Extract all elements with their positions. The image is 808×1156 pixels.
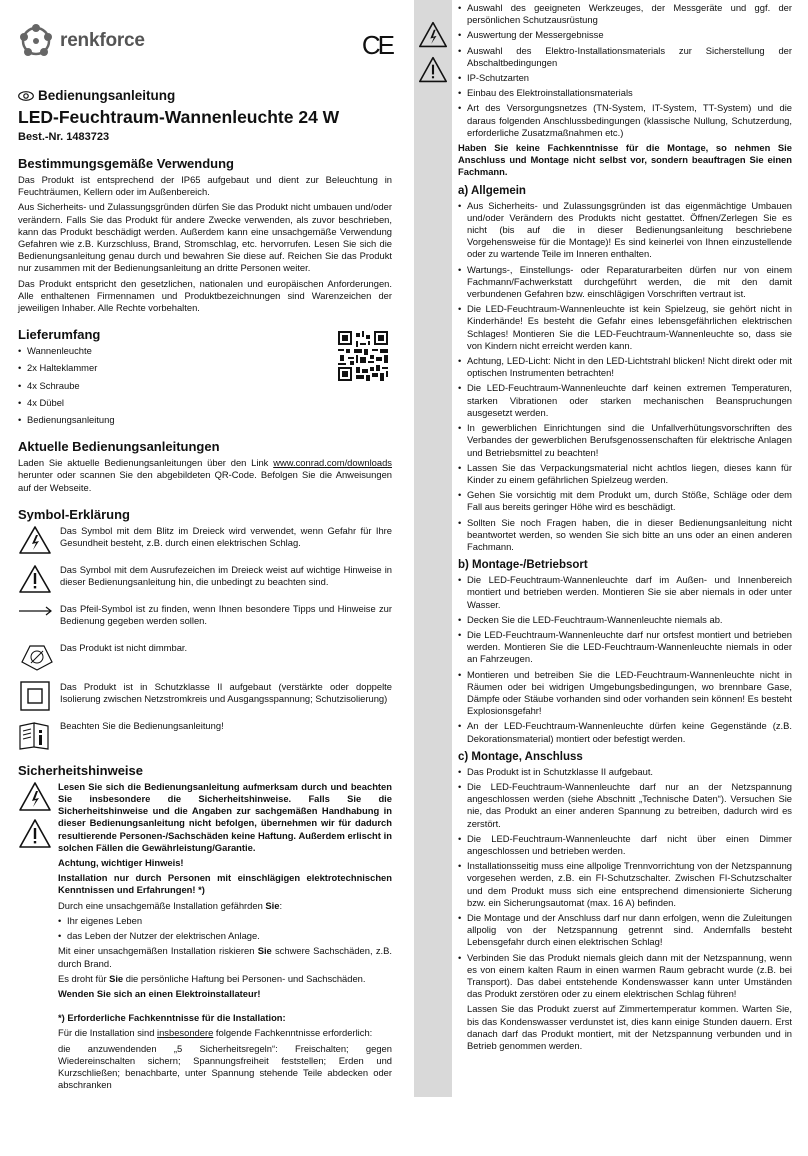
liab-sie: Sie xyxy=(109,972,124,984)
ce-mark: CE xyxy=(361,30,392,60)
scope-section xyxy=(18,327,392,426)
symbol-text: Das Produkt ist in Schutzklasse II aufgebaut (verstärkte oder doppelte Isolierung zwischen Netzstromkreis und Ausgangsspannung; Schutzisolierung) xyxy=(60,680,392,705)
safety-icons xyxy=(18,781,58,1094)
list-item: • Gehen Sie vorsichtig mit dem Produkt um, durch Stöße, Schläge oder dem Fall aus bereits geringer Höhe wird es beschädigt. xyxy=(458,489,792,513)
lightning-triangle-icon xyxy=(18,781,52,813)
warning-sidebar xyxy=(414,0,452,1097)
general-heading: a) Allgemein xyxy=(458,184,526,197)
symbol-row xyxy=(18,525,392,555)
list-item: • Die LED-Feuchtraum-Wannenleuchte darf im Außen- und Innenbereich montiert und betrieben werden. Montieren Sie sie aber niemals in oder unter Wasser. xyxy=(458,574,792,611)
list-item: • Sollten Sie noch Fragen haben, die in dieser Bedienungsanleitung nicht beantwortet werden, so wenden Sie sich bitte an uns oder an einen anderen Fachmann. xyxy=(458,517,792,554)
endanger-post: : xyxy=(279,899,283,911)
list-item: • Die LED-Feuchtraum-Wannenleuchte darf keinen extremen Temperaturen, starken Vibrationen oder starken mechanischen Beanspruchungen ausgesetzt werden. xyxy=(458,382,792,419)
exclamation-triangle-icon xyxy=(418,55,448,85)
list-item: • Art des Versorgungsnetzes (TN-System, IT-System, TT-System) und die daraus folgenden Anschlussbedingungen (klassische Nullung, Schutzerdung, erforderliche Zusatzmaßnahmen etc.) xyxy=(458,102,792,139)
risk-sie: Sie xyxy=(257,945,272,957)
doc-type xyxy=(18,88,392,103)
requirements-text xyxy=(58,1027,392,1039)
risk-pre: Mit einer unsachgemäßen Installation riskieren xyxy=(58,945,258,957)
symbol-text: Das Pfeil-Symbol ist zu finden, wenn Ihnen besondere Tipps und Hinweise zur Bedienung gegeben werden sollen. xyxy=(60,602,392,627)
manuals-text-post: herunter oder scannen Sie den abgebildeten QR-Code. Befolgen Sie die Anweisungen auf der Webseite. xyxy=(18,469,392,493)
liab-post: die persönliche Haftung bei Personen- und Sachschäden. xyxy=(123,972,366,984)
protection-class-ii-icon xyxy=(18,681,58,711)
install-only-note: Installation nur durch Personen mit einschlägigen elektrotechnischen Kenntnissen und Erfahrungen! *) xyxy=(58,872,392,896)
safety-heading: Sicherheitshinweise xyxy=(18,762,143,778)
left-column xyxy=(18,22,392,1094)
req-pre: Für die Installation sind xyxy=(58,1027,158,1039)
endanger-sie: Sie xyxy=(265,899,280,911)
liab-pre: Es droht für xyxy=(58,972,110,984)
arrow-right-icon xyxy=(18,603,58,633)
intended-p3: Das Produkt entspricht den gesetzlichen, nationalen und europäischen Anforderungen. Alle enthaltenen Firmennamen und Produktbezeichnungen sind Warenzeichen der jeweiligen Inhaber. Alle Rechte vorbehalten. xyxy=(18,277,392,314)
list-item: • Achtung, LED-Licht: Nicht in den LED-Lichtstrahl blicken! Nicht direkt oder mit optischen Instrumenten betrachten! xyxy=(458,355,792,379)
page-title: LED-Feuchtraum-Wannenleuchte 24 W xyxy=(18,107,340,127)
list-item: • 4x Schraube xyxy=(18,380,392,392)
list-item: • Auswahl des geeigneten Werkzeuges, der Messgeräte und ggf. der persönlichen Schutzausrüstung xyxy=(458,2,792,26)
list-item: • Wannenleuchte xyxy=(18,345,392,357)
scope-heading: Lieferumfang xyxy=(18,327,101,343)
intended-p1: Das Produkt ist entsprechend der IP65 aufgebaut und dient zur Beleuchtung in Feuchträumen, Kellern oder im Außenbereich. xyxy=(18,174,392,198)
list-item: • An der LED-Feuchtraum-Wannenleuchte dürfen keine Gegenstände (z.B. Dekorationsmaterial) montiert oder befestigt werden. xyxy=(458,720,792,744)
list-item: • Die LED-Feuchtraum-Wannenleuchte darf nur an der Netzspannung angeschlossen werden (siehe Abschnitt „Technische Daten“). Versuchen Sie nie, das Produkt an einer anderen Spannung zu betreiben, dadurch wird es zerstört. xyxy=(458,781,792,830)
req-post: folgende Fachkenntnisse erforderlich: xyxy=(213,1027,373,1039)
list-item: • In gewerblichen Einrichtungen sind die Unfallverhütungsvorschriften des Verbandes der gewerblichen Berufsgenossenschaften für elektrische Anlagen und Betriebsmittel zu beachten! xyxy=(458,422,792,459)
not-dimmable-icon xyxy=(18,642,58,672)
symbol-row xyxy=(18,603,392,633)
req-underline: insbesondere xyxy=(157,1027,214,1039)
liability-text xyxy=(58,973,392,985)
list-item: • Einbau des Elektroinstallationsmaterials xyxy=(458,87,792,99)
list-item: • Ihr eigenes Leben xyxy=(58,915,392,927)
manuals-text-pre: Laden Sie aktuelle Bedienungsanleitungen über den Link xyxy=(18,457,274,469)
mounting-site-heading: b) Montage-/Betriebsort xyxy=(458,559,588,572)
list-item: • Bedienungsanleitung xyxy=(18,414,392,426)
list-item: • Auswertung der Messergebnisse xyxy=(458,29,792,41)
acclimatize-note: Lassen Sie das Produkt zuerst auf Zimmertemperatur kommen. Warten Sie, bis das Kondenswasser verdunstet ist, dies kann einige Stunden dauern. Erst danach darf das Produkt montiert, mit der Netzspannung verbunden und in Betrieb genommen werden. xyxy=(467,1003,792,1052)
symbol-text: Das Produkt ist nicht dimmbar. xyxy=(60,641,188,653)
symbol-row xyxy=(18,720,392,750)
attention-note: Achtung, wichtiger Hinweis! xyxy=(58,857,184,869)
eye-icon xyxy=(18,91,34,101)
risk-post: schwere Sachschäden, z.B. durch Brand. xyxy=(58,945,392,969)
lightning-triangle-icon xyxy=(418,20,448,50)
safety-intro: Lesen Sie sich die Bedienungsanleitung aufmerksam durch und beachten Sie insbesondere die Sicherheitshinweise. Falls Sie die Sicherheitshinweise und die Angaben zur sachgemäßen Handhabung in dieser Bedienungsanleitung nicht befolgen, übernehmen wir für dadurch resultierende Personen-/Sachschäden keine Haftung. Außerdem erlischt in solchen Fällen die Gewährleistung/Garantie. xyxy=(58,780,392,853)
list-item: • IP-Schutzarten xyxy=(458,72,792,84)
right-column xyxy=(458,2,792,1055)
symbol-text: Das Symbol mit dem Ausrufezeichen im Dreieck weist auf wichtige Hinweise in dieser Bedienungsanleitung hin, die unbedingt zu beachten sind. xyxy=(60,563,392,588)
list-item: • Installationsseitig muss eine allpolige Trennvorrichtung von der Netzspannung vorgesehen werden, z.B. ein FI-Schutzschalter. Zwischen FI-Schutzschalter und dem Produkt muss sich eine entsprechend dimensionierte Sicherung bzw. ein Sicherungsautomat (max. 16 A) befinden. xyxy=(458,860,792,909)
scope-list xyxy=(18,345,392,426)
item-number: Best.-Nr. 1483723 xyxy=(18,131,110,143)
list-item: • Decken Sie die LED-Feuchtraum-Wannenleuchte niemals ab. xyxy=(458,614,792,626)
manuals-text xyxy=(18,457,392,494)
symbol-text: Das Symbol mit dem Blitz im Dreieck wird verwendet, wenn Gefahr für Ihre Gesundheit besteht, z.B. durch einen elektrischen Schlag. xyxy=(60,524,392,549)
list-item: • Lassen Sie das Verpackungsmaterial nicht achtlos liegen, dieses kann für Kinder zu einem gefährlichen Spielzeug werden. xyxy=(458,462,792,486)
list-item: • Wartungs-, Einstellungs- oder Reparaturarbeiten dürfen nur von einem Fachmann/Fachwerkstatt durchgeführt werden, die mit den damit verbundenen Gefahren bzw. einschlägigen Vorschriften vertraut ist. xyxy=(458,264,792,301)
endanger-pre: Durch eine unsachgemäße Installation gefährden xyxy=(58,899,266,911)
professional-warning: Haben Sie keine Fachkenntnisse für die Montage, so nehmen Sie Anschluss und Montage nicht selbst vor, sondern beauftragen Sie einen Fachmann. xyxy=(458,142,792,178)
list-item: • Die LED-Feuchtraum-Wannenleuchte darf nicht über einen Dimmer angeschlossen und betrieben werden. xyxy=(458,833,792,857)
rules-item: die anzuwendenden „5 Sicherheitsregeln“: Freischalten; gegen Wiedereinschalten sichern; Spannungsfreiheit feststellen; Erden und Kurzschließen; benachbarte, unter Spannung stehende Teile abdecken oder abschranken xyxy=(58,1042,392,1091)
symbol-row xyxy=(18,564,392,594)
list-item: • 2x Halteklammer xyxy=(18,362,392,374)
mounting-site-list xyxy=(458,574,792,745)
requirements-heading: *) Erforderliche Fachkenntnisse für die Installation: xyxy=(58,1012,286,1024)
requirements-list xyxy=(458,2,792,139)
list-item: • Verbinden Sie das Produkt niemals gleich dann mit der Netzspannung, wenn es von einem kalten Raum in einen warmen Raum gebracht wurde (z.B. bei Transport). Das dabei entstehende Kondenswasser kann unter Umständen das Produkt zerstören oder zu einem elektrischen Schlag führen! xyxy=(458,952,792,1001)
endanger-text xyxy=(58,900,392,912)
connection-heading: c) Montage, Anschluss xyxy=(458,750,583,763)
contact-note: Wenden Sie sich an einen Elektroinstallateur! xyxy=(58,987,261,999)
list-item: • Montieren und betreiben Sie die LED-Feuchtraum-Wannenleuchte nicht in Räumen oder bei widrigen Umgebungsbedingungen, wo brennbare Gase, Dämpfe oder Stäube vorhanden sind oder vorhanden sein können! Es besteht Explosionsgefahr! xyxy=(458,669,792,718)
safety-text xyxy=(58,781,392,1094)
safety-section xyxy=(18,781,392,1094)
exclamation-triangle-icon xyxy=(18,818,52,850)
intended-heading: Bestimmungsgemäße Verwendung xyxy=(18,156,234,171)
symbol-text: Beachten Sie die Bedienungsanleitung! xyxy=(60,719,224,731)
brand-logo xyxy=(18,22,392,60)
list-item: • das Leben der Nutzer der elektrischen Anlage. xyxy=(58,930,392,942)
downloads-link[interactable]: www.conrad.com/downloads xyxy=(273,457,392,469)
exclamation-triangle-icon xyxy=(18,564,58,594)
list-item: • Die Montage und der Anschluss darf nur dann erfolgen, wenn die Zuleitungen allpolig von der Netzspannung getrennt sind. Andernfalls besteht Lebensgefahr durch einen elektrischen Schlag! xyxy=(458,912,792,949)
connection-list xyxy=(458,766,792,1001)
read-manual-icon xyxy=(18,720,58,750)
lightning-triangle-icon xyxy=(18,525,58,555)
qr-code-icon[interactable] xyxy=(338,331,388,381)
renkforce-logo-icon xyxy=(18,23,54,59)
intended-p2: Aus Sicherheits- und Zulassungsgründen dürfen Sie das Produkt nicht umbauen und/oder verändern. Falls Sie das Produkt für andere Zwecke verwenden, als zuvor beschrieben, kann das Produkt beschädigt werden. Außerdem kann eine unsachgemäße Verwendung Gefahren wie z.B. Kurzschluss, Brand, Stromschlag, etc. hervorrufen. Lesen Sie sich die Bedienungsanleitung genau durch und bewahren Sie diese auf. Reichen Sie das Produkt nur zusammen mit der Bedienungsanleitung an dritte Personen weiter. xyxy=(18,201,392,274)
symbols-heading: Symbol-Erklärung xyxy=(18,506,130,522)
right-top-icons xyxy=(418,20,448,90)
doc-type-label: Bedienungsanleitung xyxy=(38,88,176,103)
general-list xyxy=(458,200,792,553)
manuals-heading: Aktuelle Bedienungsanleitungen xyxy=(18,439,220,455)
list-item: • Die LED-Feuchtraum-Wannenleuchte ist kein Spielzeug, sie gehört nicht in Kinderhände! Es besteht die Gefahr eines lebensgefährlichen elektrischen Schlages! Montieren Sie die LED-Feuchtraum-Wannenleuchte so, dass sie von Kindern nicht erreicht werden kann. xyxy=(458,303,792,352)
risk-text xyxy=(58,945,392,969)
list-item: • Das Produkt ist in Schutzklasse II aufgebaut. xyxy=(458,766,792,778)
endanger-list xyxy=(58,915,392,942)
symbol-row xyxy=(18,642,392,672)
list-item: • 4x Dübel xyxy=(18,397,392,409)
list-item: • Die LED-Feuchtraum-Wannenleuchte darf nur ortsfest montiert und betrieben werden. Montieren Sie die LED-Feuchtraum-Wannenleuchte niemals in oder an Fahrzeugen. xyxy=(458,629,792,666)
list-item: • Aus Sicherheits- und Zulassungsgründen ist das eigenmächtige Umbauen und/oder Verändern des Produkts nicht gestattet. Öffnen/Zerlegen Sie es nicht (bis auf die in dieser Bedienungsanleitung beschriebene Vorgehensweise für die Montage)! Es sind keinerlei von Ihnen einzustellende oder zu wartende Teile im Inneren enthalten. xyxy=(458,200,792,261)
symbol-row xyxy=(18,681,392,711)
list-item: • Auswahl des Elektro-Installationsmaterials zur Sicherstellung der Abschaltbedingungen xyxy=(458,45,792,69)
brand-name: renkforce xyxy=(60,30,145,51)
